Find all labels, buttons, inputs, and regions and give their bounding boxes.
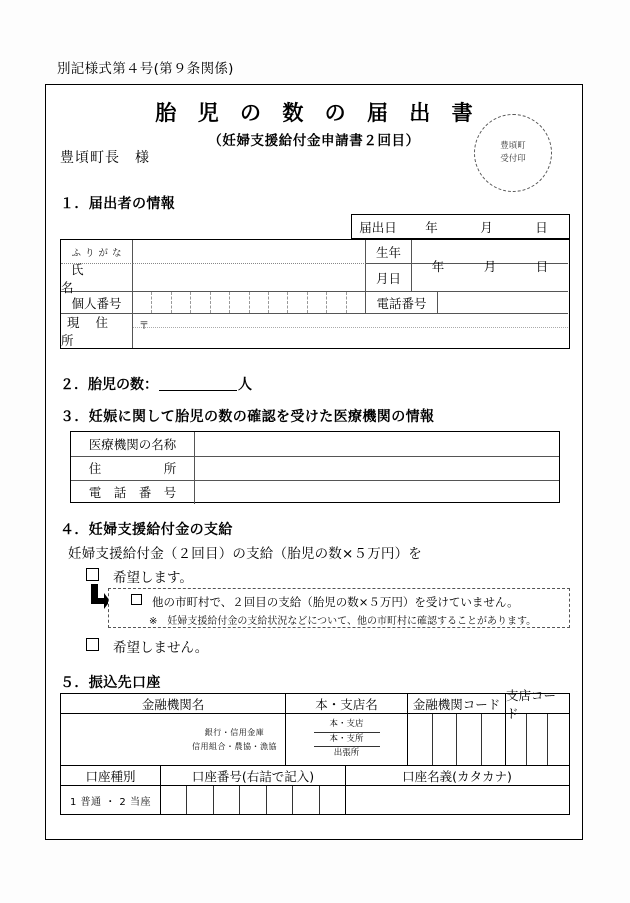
checkbox-row-no-wish[interactable] — [86, 636, 208, 656]
addressee-line: 豊頃町長 様 — [60, 150, 150, 166]
bank-code-cells[interactable] — [408, 714, 505, 765]
bank-kind-line1: 銀行・信用金庫 — [204, 728, 265, 737]
form-frame — [45, 84, 583, 840]
bank-account-table — [60, 687, 570, 815]
bank-code-header: 金融機関コード — [408, 694, 506, 713]
stamp-town-label: 豊頃町 — [500, 141, 526, 152]
reception-stamp-circle — [474, 114, 552, 192]
fetus-count-unit: 人 — [238, 377, 252, 393]
birth-year[interactable]: 年 — [431, 258, 445, 274]
checkbox-other-city-icon[interactable] — [131, 594, 142, 605]
checkbox-no-wish-icon[interactable] — [86, 638, 99, 651]
medical-address-input[interactable] — [195, 456, 559, 480]
branch-kind-0[interactable]: 本・支店 — [329, 719, 364, 730]
account-number-input[interactable] — [161, 786, 346, 814]
mynumber-label: 個人番号 — [61, 292, 133, 314]
bank-header-row — [61, 687, 569, 721]
bank-code-input[interactable] — [408, 714, 506, 765]
checkbox-no-wish-label: 希望しません。 — [113, 640, 209, 656]
checkbox-wish-label: 希望します。 — [113, 570, 193, 586]
name-label: 氏 名 — [61, 264, 133, 292]
branch-kind-1[interactable]: 本・支所 — [314, 732, 380, 747]
applicant-table — [60, 239, 570, 349]
birth-label-top: 生年 — [366, 240, 412, 264]
stamp-seal-label: 受付印 — [500, 154, 526, 164]
section4-note: ※ 妊婦支援給付金の支給状況などについて、他の市町村に確認することがあります。 — [149, 616, 537, 627]
phone-label: 電話番号 — [366, 292, 438, 314]
name-input[interactable] — [133, 264, 366, 292]
account-holder-input[interactable] — [346, 786, 568, 814]
branch-kind-options[interactable] — [286, 714, 407, 765]
medical-name-input[interactable] — [195, 432, 559, 456]
birth-month[interactable]: 月 — [483, 258, 497, 274]
page-subtitle: （妊婦支援給付金申請書２回目） — [208, 133, 420, 149]
filing-date-day[interactable]: 日 — [535, 219, 548, 235]
bank-kind-note — [192, 726, 277, 754]
section4-heading: ４．妊婦支援給付金の支給 — [60, 522, 233, 538]
address-label: 現 住 所 — [61, 314, 133, 348]
branch-name-input[interactable] — [286, 714, 408, 765]
checkbox-row-wish[interactable] — [86, 566, 193, 586]
bank-name-header: 金融機関名 — [61, 694, 286, 713]
bank-body-row — [61, 714, 569, 766]
bank-name-input[interactable] — [61, 714, 286, 765]
birth-label-bottom: 月日 — [366, 264, 412, 292]
arrow-down-right-icon — [88, 584, 110, 610]
account-holder-header: 口座名義(カタカナ) — [402, 768, 512, 784]
filing-date-label: 届出日 — [359, 219, 397, 235]
section1-heading: １．届出者の情報 — [60, 196, 176, 212]
bank-header-row-2 — [61, 766, 569, 786]
account-number-header: 口座番号(右詰で記入) — [161, 766, 346, 785]
mynumber-input[interactable] — [133, 292, 366, 314]
medical-address-label: 住 所 — [71, 456, 195, 480]
checkbox-wish-icon[interactable] — [86, 568, 99, 581]
branch-code-header: 支店コード — [506, 687, 557, 721]
account-number-cells[interactable] — [161, 786, 345, 814]
postal-code-icon: 〒 — [139, 321, 149, 332]
table-row — [71, 432, 559, 457]
branch-name-header: 本・支店名 — [286, 694, 408, 713]
furigana-input[interactable] — [133, 240, 366, 264]
filing-date-month[interactable]: 月 — [480, 219, 493, 235]
medical-phone-label: 電 話 番 号 — [71, 480, 195, 504]
medical-phone-input[interactable] — [195, 480, 559, 504]
page-title: 胎 児 の 数 の 届 出 書 — [155, 101, 480, 125]
bank-body-row-2 — [61, 786, 569, 814]
sub-declaration-box — [108, 588, 570, 628]
bank-kind-line2: 信用組合・農協・漁協 — [192, 742, 277, 751]
medical-name-label: 医療機関の名称 — [71, 432, 195, 456]
address-input[interactable] — [133, 314, 568, 348]
birth-date-fields — [412, 240, 568, 292]
section2-heading — [60, 374, 252, 394]
section3-heading: ３．妊娠に関して胎児の数の確認を受けた医療機関の情報 — [60, 409, 435, 425]
branch-kind-2[interactable]: 出張所 — [333, 748, 360, 759]
section2-label: ２．胎児の数： — [60, 377, 158, 393]
birth-day[interactable]: 日 — [535, 258, 549, 274]
table-row — [71, 456, 559, 481]
account-type-header: 口座種別 — [61, 766, 161, 785]
fetus-count-input[interactable] — [159, 390, 237, 391]
form-number: 別記様式第４号(第９条関係) — [57, 61, 234, 77]
account-type-input[interactable]: 1 普通 ・ 2 当座 — [61, 786, 161, 814]
mynumber-digit-cells[interactable] — [133, 292, 365, 313]
table-row — [71, 480, 559, 504]
medical-institution-table — [70, 431, 560, 503]
section4-description: 妊婦支援給付金（２回目）の支給（胎児の数×５万円）を — [68, 546, 423, 562]
section5-heading: ５．振込先口座 — [60, 675, 161, 691]
checkbox-row-other-city[interactable] — [131, 594, 519, 610]
branch-code-input[interactable] — [506, 714, 568, 765]
branch-code-cells[interactable] — [506, 714, 568, 765]
checkbox-other-city-label: 他の市町村で、２回目の支給（胎児の数×５万円）を受けていません。 — [152, 595, 519, 609]
filing-date-year[interactable]: 年 — [425, 219, 438, 235]
filing-date-row — [351, 214, 570, 239]
furigana-label: ふりがな — [61, 240, 133, 264]
phone-input[interactable] — [438, 292, 568, 314]
